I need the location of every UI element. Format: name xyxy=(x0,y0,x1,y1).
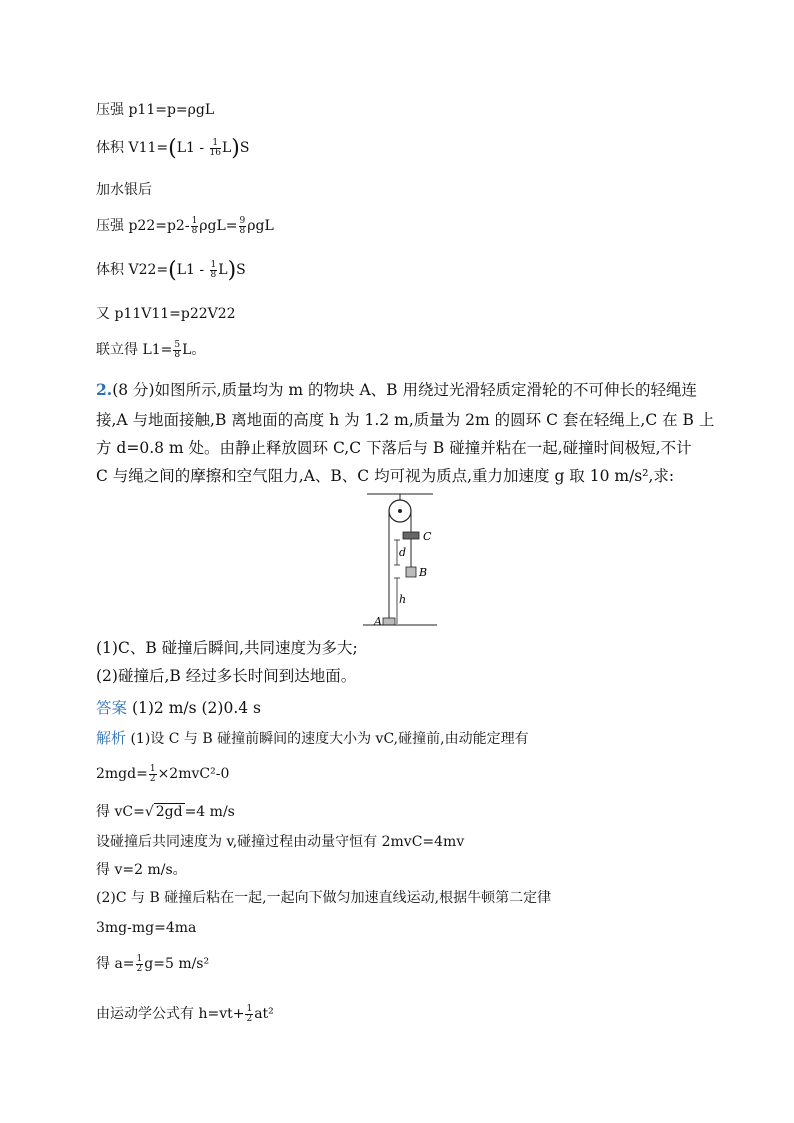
pulley-diagram xyxy=(360,490,440,628)
fraction: $\frac{1}{8}$ xyxy=(191,215,198,236)
analysis-line-7: 3mg-mg=4ma xyxy=(96,920,197,936)
analysis-line-3: 得 vC=√ 2gd =4 m/s xyxy=(96,804,235,820)
answer-line: 答案 (1)2 m/s (2)0.4 s xyxy=(96,699,261,717)
analysis-line-5: 得 v=2 m/s。 xyxy=(96,862,187,878)
fraction: $\frac{1}{8}$ xyxy=(210,259,217,280)
answer-label: 答案 xyxy=(96,699,128,717)
volume-line-2: 体积 V22=(L1 - $\frac{1}{8}$ L)S xyxy=(96,258,246,283)
problem-line-3: 方 d=0.8 m 处。由静止释放圆环 C,C 下落后与 B 碰撞并粘在一起,碰撞时间极短,不计 xyxy=(96,439,692,457)
pressure-line-1: 压强 p11=p=ρgL xyxy=(96,102,215,118)
label-b: B xyxy=(419,566,428,579)
volume-line-1: 体积 V11=(L1 - $\frac{1}{16}$ L)S xyxy=(96,136,250,161)
label-h: h xyxy=(399,593,407,606)
analysis-line-6: (2)C 与 B 碰撞后粘在一起,一起向下做匀加速直线运动,根据牛顿第二定律 xyxy=(96,890,552,906)
fraction: $\frac{1}{2}$ xyxy=(246,1003,253,1024)
label-a: A xyxy=(374,615,382,628)
fraction: $\frac{5}{8}$ xyxy=(174,339,181,360)
fraction: $\frac{1}{2}$ xyxy=(136,953,143,974)
problem-line-2: 接,A 与地面接触,B 离地面的高度 h 为 1.2 m,质量为 2m 的圆环 C 套在轻绳上,C 在 B 上 xyxy=(96,411,715,429)
label-c: C xyxy=(423,530,432,543)
pulley-axle xyxy=(398,509,402,513)
analysis-line-4: 设碰撞后共同速度为 v,碰撞过程由动量守恒有 2mvC=4mv xyxy=(96,834,465,850)
analysis-line-1: 解析 (1)设 C 与 B 碰撞前瞬间的速度大小为 vC,碰撞前,由动能定理有 xyxy=(96,729,529,747)
analysis-line-8: 得 a= $\frac{1}{2}$ g=5 m/s² xyxy=(96,953,210,974)
analysis-label: 解析 xyxy=(96,729,127,747)
equation-line: 又 p11V11=p22V22 xyxy=(96,306,236,322)
block-b xyxy=(406,567,416,577)
fraction: $\frac{9}{8}$ xyxy=(239,215,246,236)
analysis-line-2: 2mgd= $\frac{1}{2}$ ×2mvC²-0 xyxy=(96,763,230,784)
pressure-line-2: 压强 p22=p2- $\frac{1}{8}$ ρgL= $\frac{9}{8}$ ρgL xyxy=(96,215,274,236)
question-1: (1)C、B 碰撞后瞬间,共同速度为多大; xyxy=(96,639,358,657)
problem-number: 2. xyxy=(96,380,113,399)
fraction: $\frac{1}{16}$ xyxy=(209,137,221,158)
result-line: 联立得 L1= $\frac{5}{8}$ L。 xyxy=(96,339,206,360)
fraction: $\frac{1}{2}$ xyxy=(149,763,156,784)
analysis-line-9: 由运动学公式有 h=vt+ $\frac{1}{2}$ at² xyxy=(96,1003,274,1024)
ring-c xyxy=(403,532,419,539)
problem-line-1: 2.(8 分)如图所示,质量均为 m 的物块 A、B 用绕过光滑轻质定滑轮的不可伸长的轻绳连 xyxy=(96,380,697,399)
label-d: d xyxy=(399,546,407,559)
after-mercury-heading: 加水银后 xyxy=(96,182,152,198)
block-a xyxy=(383,618,395,625)
question-2: (2)碰撞后,B 经过多长时间到达地面。 xyxy=(96,667,357,685)
problem-line-4: C 与绳之间的摩擦和空气阻力,A、B、C 均可视为质点,重力加速度 g 取 10 m/s²,求: xyxy=(96,467,675,485)
